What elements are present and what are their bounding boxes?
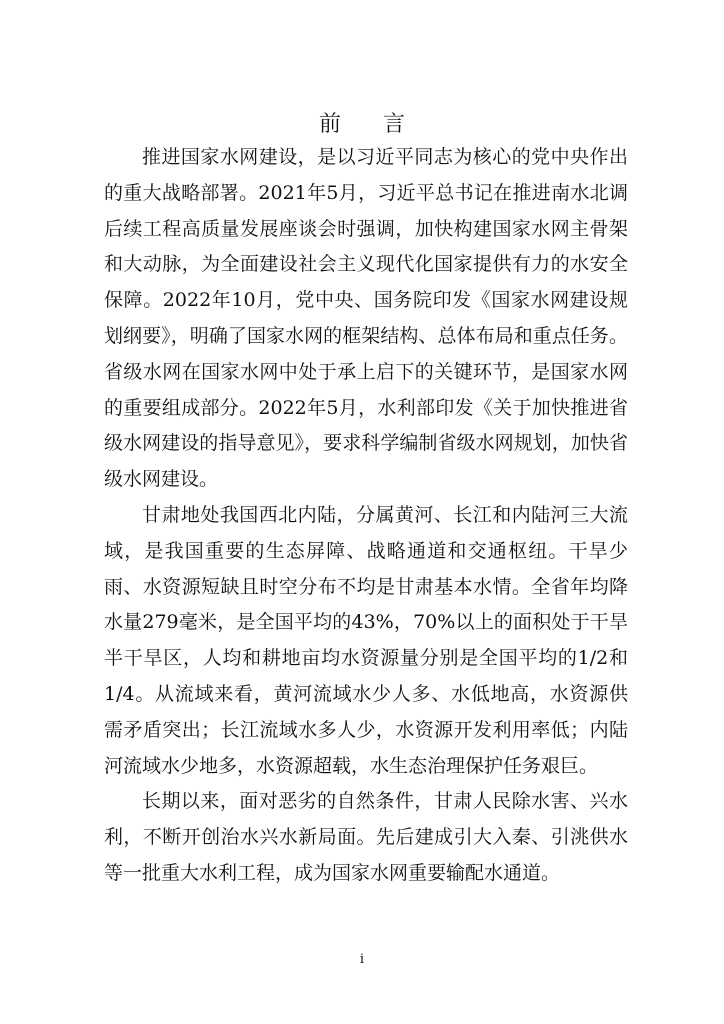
page-title-char-2: 言 bbox=[383, 111, 406, 137]
page-title bbox=[0, 110, 724, 140]
page-number: i bbox=[359, 952, 365, 967]
page-title-char-1: 前 bbox=[318, 111, 341, 137]
paragraph-1: 推进国家水网建设，是以习近平同志为核心的党中央作出的重大战略部署。2021年5月，习近平总书记在推进南水北调后续工程高质量发展座谈会时强调，加快构建国家水网主骨架和大动脉，为全面建设社会主义现代化国家提供有力的水安全保障。2022年10月，党中央、国务院印发《国家水网建设规划纲要》，明确了国家水网的框架结构、总体布局和重点任务。省级水网在国家水网中处于承上启下的关键环节，是国家水网的重要组成部分。2022年5月，水利部印发《关于加快推进省级水网建设的指导意见》，要求科学编制省级水网规划，加快省级水网建设。 bbox=[104, 146, 628, 491]
paragraph-2: 甘肃地处我国西北内陆，分属黄河、长江和内陆河三大流域，是我国重要的生态屏障、战略通道和交通枢纽。干旱少雨、水资源短缺且时空分布不均是甘肃基本水情。全省年均降水量279毫米，是全国平均的43%，70%以上的面积处于干旱半干旱区，人均和耕地亩均水资源量分别是全国平均的1/2和1/4。从流域来看，黄河流域水少人多、水低地高，水资源供需矛盾突出；长江流域水多人少，水资源开发利用率低；内陆河流域水少地多，水资源超载，水生态治理保护任务艰巨。 bbox=[104, 503, 628, 777]
preface-body bbox=[104, 140, 628, 892]
paragraph-3: 长期以来，面对恶劣的自然条件，甘肃人民除水害、兴水利，不断开创治水兴水新局面。先后建成引大入秦、引洮供水等一批重大水利工程，成为国家水网重要输配水通道。 bbox=[104, 790, 628, 884]
